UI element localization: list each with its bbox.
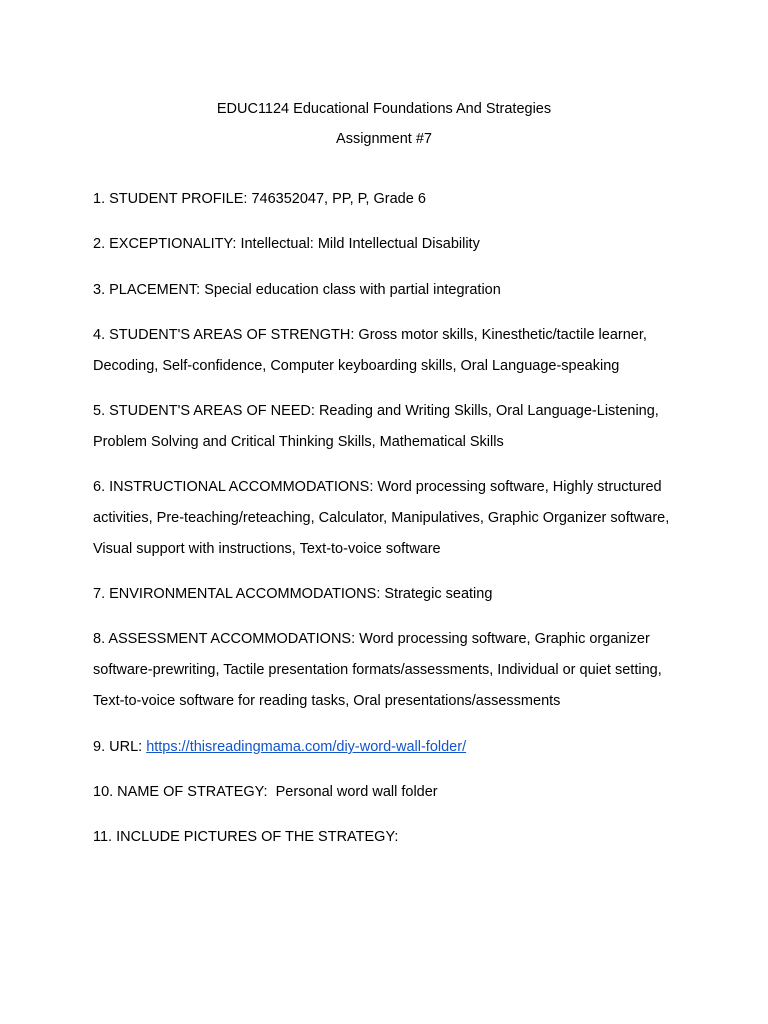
item-instructional-line-3: Visual support with instructions, Text-to-voice software bbox=[93, 541, 441, 557]
item-assessment-line-3: Text-to-voice software for reading tasks, Oral presentations/assessments bbox=[93, 693, 561, 709]
item-needs-line-1: 5. STUDENT'S AREAS OF NEED: Reading and Writing Skills, Oral Language-Listening, bbox=[93, 403, 659, 419]
item-student-profile: 1. STUDENT PROFILE: 746352047, PP, P, Grade 6 bbox=[93, 191, 426, 207]
item-instructional-line-2: activities, Pre-teaching/reteaching, Calculator, Manipulatives, Graphic Organizer software, bbox=[93, 510, 670, 526]
strategy-url-link[interactable]: https://thisreadingmama.com/diy-word-wall-folder/ bbox=[146, 739, 467, 755]
item-url bbox=[93, 739, 673, 755]
course-title: EDUC1124 Educational Foundations And Strategies bbox=[216, 101, 552, 117]
item-strengths-line-2: Decoding, Self-confidence, Computer keyboarding skills, Oral Language-speaking bbox=[93, 358, 620, 374]
assignment-title: Assignment #7 bbox=[336, 131, 432, 147]
item-needs-line-2: Problem Solving and Critical Thinking Skills, Mathematical Skills bbox=[93, 434, 504, 450]
item-pictures: 11. INCLUDE PICTURES OF THE STRATEGY: bbox=[93, 829, 399, 845]
item-assessment-line-1: 8. ASSESSMENT ACCOMMODATIONS: Word processing software, Graphic organizer bbox=[93, 631, 650, 647]
item-environmental: 7. ENVIRONMENTAL ACCOMMODATIONS: Strategic seating bbox=[93, 586, 493, 602]
url-label: 9. URL: bbox=[93, 739, 147, 755]
item-assessment-line-2: software-prewriting, Tactile presentation formats/assessments, Individual or quiet setting, bbox=[93, 662, 662, 678]
item-exceptionality: 2. EXCEPTIONALITY: Intellectual: Mild Intellectual Disability bbox=[93, 236, 480, 252]
item-placement: 3. PLACEMENT: Special education class with partial integration bbox=[93, 282, 501, 298]
item-strategy-name: 10. NAME OF STRATEGY: Personal word wall folder bbox=[93, 784, 438, 800]
item-instructional-line-1: 6. INSTRUCTIONAL ACCOMMODATIONS: Word processing software, Highly structured bbox=[93, 479, 662, 495]
item-strengths-line-1: 4. STUDENT'S AREAS OF STRENGTH: Gross motor skills, Kinesthetic/tactile learner, bbox=[93, 327, 647, 343]
